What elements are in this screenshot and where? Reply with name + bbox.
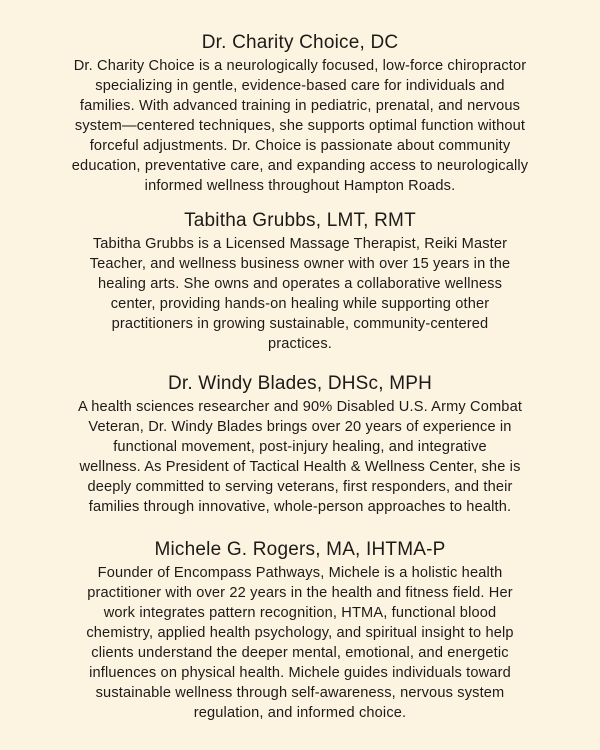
practitioner-bio <box>0 563 600 723</box>
bio-line: healing arts. She owns and operates a collaborative wellness <box>97 276 503 292</box>
bio-line: wellness. As President of Tactical Health & Wellness Center, she is <box>79 459 521 475</box>
bio-line: education, preventative care, and expanding access to neurologically <box>71 158 529 174</box>
bio-line: deeply committed to serving veterans, first responders, and their <box>87 479 513 495</box>
bio-line: influences on physical health. Michele guides individuals toward <box>89 665 511 681</box>
bio-line: chemistry, applied health psychology, and spiritual insight to help <box>86 625 514 641</box>
bio-line: informed wellness throughout Hampton Roads. <box>144 178 456 194</box>
bio-line: Tabitha Grubbs is a Licensed Massage Therapist, Reiki Master <box>92 236 508 252</box>
practitioner-name: Tabitha Grubbs, LMT, RMT <box>184 210 416 231</box>
practitioner-name: Dr. Charity Choice, DC <box>201 32 399 53</box>
practitioner-bio <box>0 397 600 517</box>
practitioner-bio <box>0 56 600 196</box>
bio-line: forceful adjustments. Dr. Choice is passionate about community <box>89 138 511 154</box>
bio-line: practices. <box>268 336 332 352</box>
practitioner-section-charity-choice <box>0 30 600 196</box>
bio-line: practitioners in growing sustainable, community-centered <box>111 316 489 332</box>
practitioner-name: Dr. Windy Blades, DHSc, MPH <box>167 373 433 394</box>
bio-line: work integrates pattern recognition, HTMA, functional blood <box>103 605 497 621</box>
bio-line: specializing in gentle, evidence-based care for individuals and <box>95 78 505 94</box>
bio-line: Veteran, Dr. Windy Blades brings over 20 years of experience in <box>88 419 512 435</box>
bio-line: Teacher, and wellness business owner with over 15 years in the <box>89 256 511 272</box>
bio-line: functional movement, post-injury healing, and integrative <box>113 439 487 455</box>
bio-line: center, providing hands-on healing while supporting other <box>110 296 490 312</box>
bio-line: clients understand the deeper mental, emotional, and energetic <box>91 645 509 661</box>
bio-line: regulation, and informed choice. <box>193 705 407 721</box>
practitioner-bio <box>0 234 600 354</box>
bio-line: sustainable wellness through self-awareness, nervous system <box>95 685 505 701</box>
bio-line: families through innovative, whole-person approaches to health. <box>88 499 512 515</box>
practitioner-section-tabitha-grubbs <box>0 208 600 354</box>
bio-line: families. With advanced training in pediatric, prenatal, and nervous <box>79 98 521 114</box>
practitioner-section-michele-rogers <box>0 537 600 723</box>
bio-line: Founder of Encompass Pathways, Michele is a holistic health <box>97 565 503 581</box>
bio-line: system—centered techniques, she supports optimal function without <box>74 118 526 134</box>
practitioner-name: Michele G. Rogers, MA, IHTMA-P <box>154 539 446 560</box>
practitioner-section-windy-blades <box>0 371 600 517</box>
bio-line: A health sciences researcher and 90% Disabled U.S. Army Combat <box>77 399 523 415</box>
bio-line: Dr. Charity Choice is a neurologically focused, low-force chiropractor <box>73 58 527 74</box>
bio-line: practitioner with over 22 years in the health and fitness field. Her <box>87 585 513 601</box>
